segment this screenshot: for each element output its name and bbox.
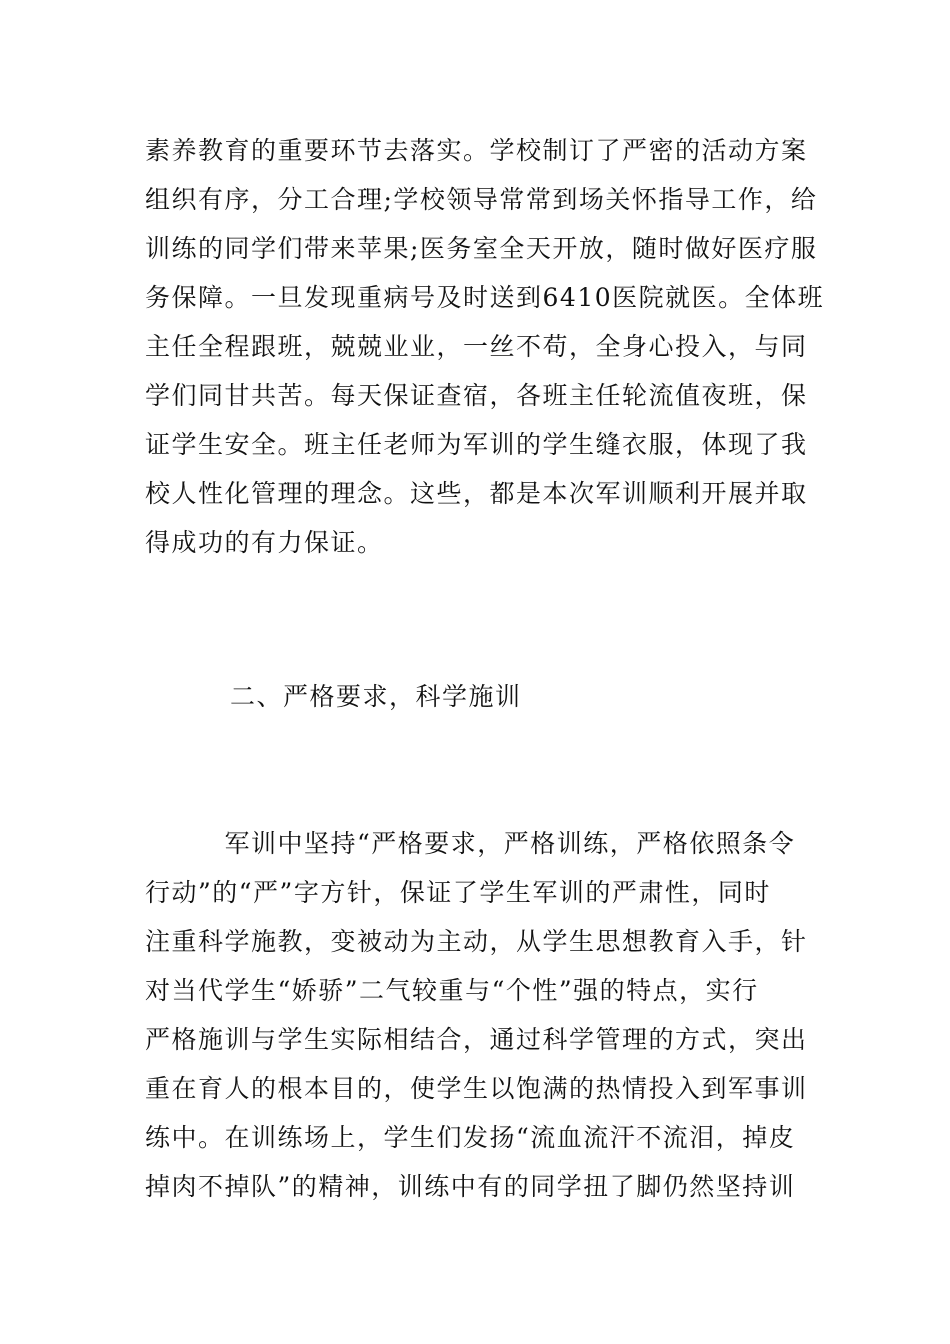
paragraph-line: 证学生安全。班主任老师为军训的学生缝衣服，体现了我 (145, 430, 808, 459)
paragraph-line: 素养教育的重要环节去落实。学校制订了严密的活动方案 (145, 136, 808, 165)
paragraph-line: 掉肉不掉队”的精神，训练中有的同学扭了脚仍然坚持训 (145, 1172, 796, 1201)
paragraph-support-measures (145, 126, 825, 567)
paragraph-line: 严格施训与学生实际相结合，通过科学管理的方式，突出 (145, 1025, 808, 1054)
paragraph-line: 注重科学施教，变被动为主动，从学生思想教育入手，针 (145, 927, 808, 956)
paragraph-line: 主任全程跟班，兢兢业业，一丝不苟，全身心投入，与同 (145, 332, 808, 361)
paragraph-line: 练中。在训练场上，学生们发扬“流血流汗不流泪，掉皮 (145, 1123, 796, 1152)
paragraph-line: 训练的同学们带来苹果;医务室全天开放，随时做好医疗服 (145, 234, 818, 263)
paragraph-line: 对当代学生“娇骄”二气较重与“个性”强的特点，实行 (145, 976, 759, 1005)
paragraph-strict-training (145, 819, 808, 1211)
paragraph-line: 校人性化管理的理念。这些，都是本次军训顺利开展并取 (145, 479, 808, 508)
paragraph-line: 军训中坚持“严格要求，严格训练，严格依照条令 (145, 829, 796, 858)
paragraph-line: 学们同甘共苦。每天保证查宿，各班主任轮流值夜班，保 (145, 381, 808, 410)
paragraph-line: 组织有序，分工合理;学校领导常常到场关怀指导工作，给 (145, 185, 818, 214)
paragraph-line: 得成功的有力保证。 (145, 528, 384, 557)
paragraph-line: 务保障。一旦发现重病号及时送到6410医院就医。全体班 (145, 283, 825, 312)
paragraph-line: 重在育人的根本目的，使学生以饱满的热情投入到军事训 (145, 1074, 808, 1103)
section-heading: 二、严格要求，科学施训 (230, 682, 522, 711)
paragraph-line: 行动”的“严”字方针，保证了学生军训的严肃性，同时 (145, 878, 771, 907)
